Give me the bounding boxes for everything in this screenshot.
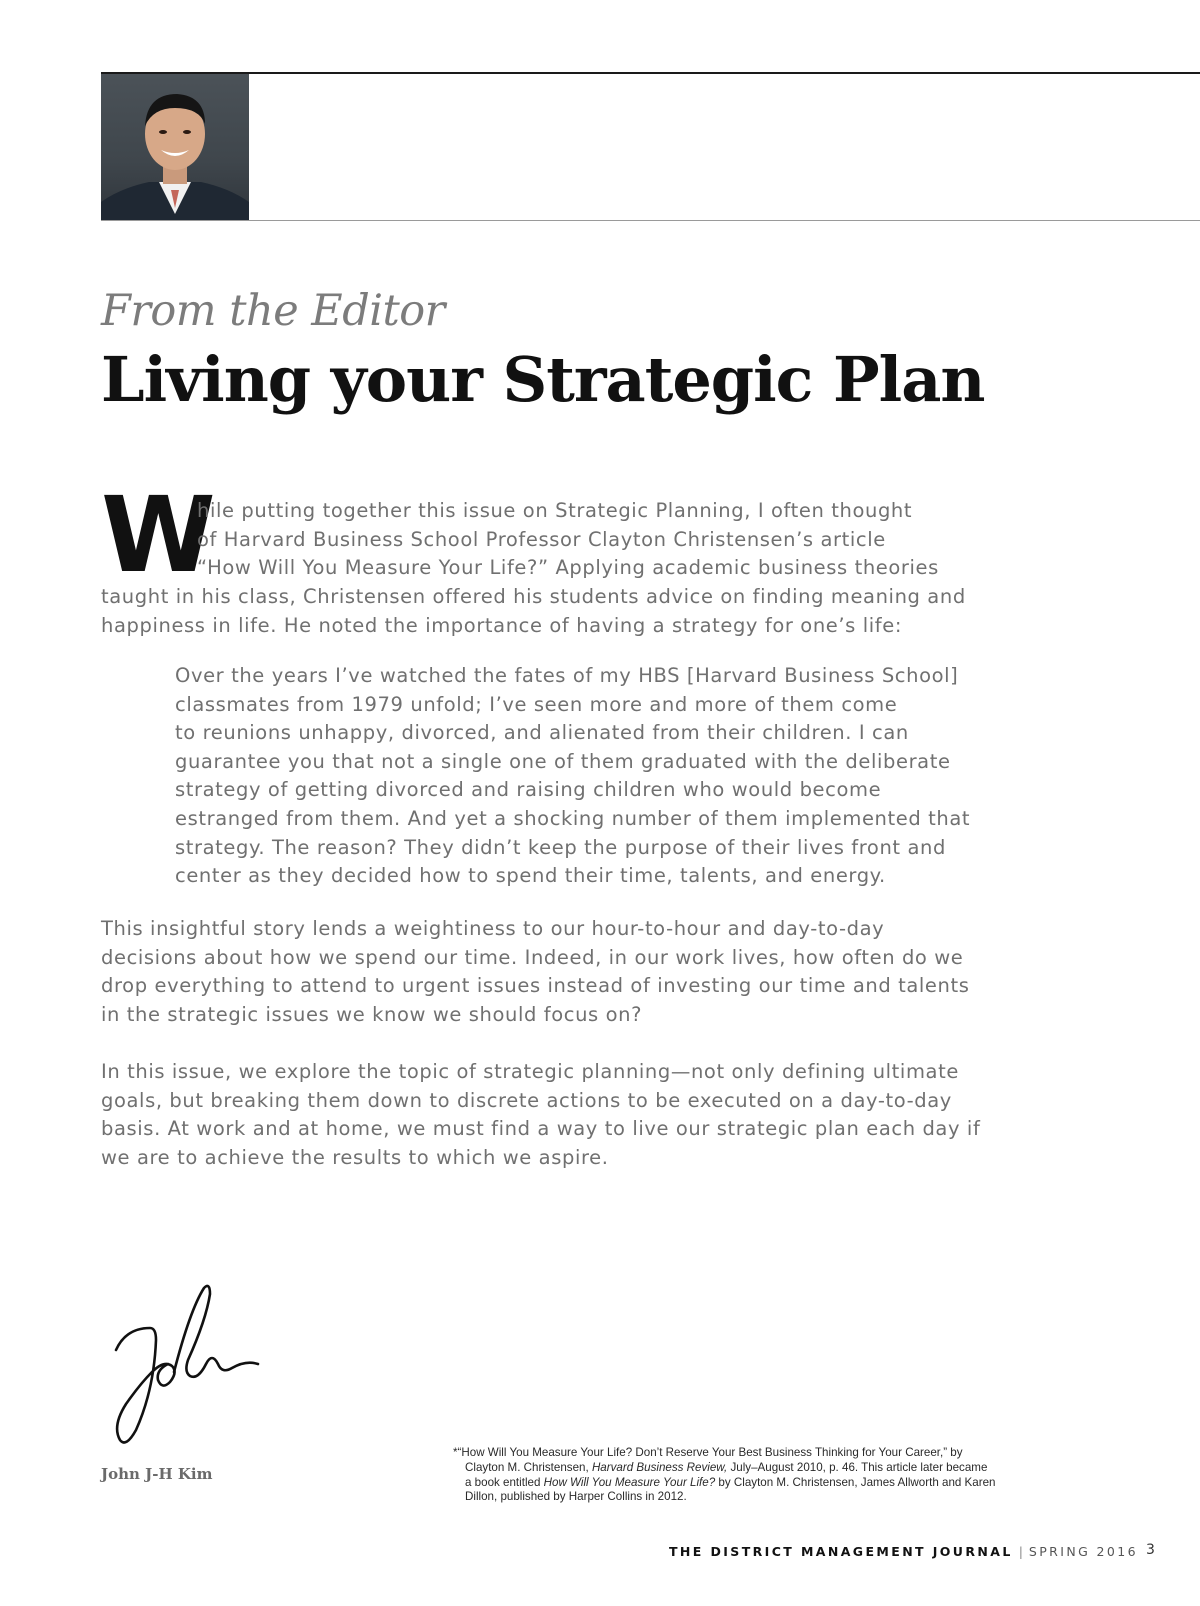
text-line: happiness in life. He noted the importance of having a strategy for one’s life: (101, 613, 902, 637)
text-line: hile putting together this issue on Strategic Planning, I often thought (197, 499, 913, 522)
quote-line: strategy. The reason? They didn’t keep the purpose of their lives front and (175, 835, 946, 859)
footnote-text: July–August 2010, p. 46. This article later became (727, 1460, 988, 1474)
text-line: decisions about how we spend our time. Indeed, in our work lives, how often do we (101, 945, 964, 969)
intro-paragraph-wrapped (197, 497, 939, 583)
quote-line: Over the years I’ve watched the fates of my HBS [Harvard Business School] (175, 664, 959, 687)
block-quote (175, 662, 970, 891)
quote-line: classmates from 1979 unfold; I’ve seen more and more of them come (175, 692, 898, 716)
text-line: basis. At work and at home, we must find a way to live our strategic plan each day if (101, 1117, 981, 1141)
handwritten-signature (106, 1280, 268, 1452)
body-paragraph-2 (101, 915, 970, 1029)
text-line: goals, but breaking them down to discrete actions to be executed on a day-to-day (101, 1088, 952, 1112)
journal-name: THE DISTRICT MANAGEMENT JOURNAL (669, 1544, 1013, 1559)
footnote-text: by Clayton M. Christensen, James Allworth and Karen (715, 1475, 996, 1489)
footnote-text: Clayton M. Christensen, (465, 1460, 592, 1474)
footnote-line: Dillon, published by Harper Collins in 2012. (465, 1490, 687, 1504)
text-line: In this issue, we explore the topic of strategic planning—not only defining ultimate (101, 1060, 959, 1083)
section-kicker: From the Editor (101, 286, 445, 336)
footer-separator: | (1018, 1544, 1023, 1559)
editor-photo (101, 74, 249, 220)
text-line: drop everything to attend to urgent issues instead of investing our time and talents (101, 974, 970, 998)
footnote-line: *“How Will You Measure Your Life? Don’t Reserve Your Best Business Thinking for Your Career,” by (453, 1446, 963, 1459)
page-number: 3 (1146, 1542, 1155, 1558)
editor-portrait-graphic (101, 74, 249, 220)
text-line: This insightful story lends a weightiness to our hour-to-hour and day-to-day (101, 917, 885, 940)
quote-line: center as they decided how to spend their time, talents, and energy. (175, 864, 886, 888)
text-line: we are to achieve the results to which we aspire. (101, 1145, 609, 1169)
article-headline: Living your Strategic Plan (101, 343, 985, 416)
quote-line: estranged from them. And yet a shocking number of them implemented that (175, 806, 971, 830)
drop-cap: W (101, 474, 212, 596)
quote-line: strategy of getting divorced and raising children who would become (175, 778, 882, 802)
signature-graphic (106, 1280, 268, 1452)
quote-line: guarantee you that not a single one of them graduated with the deliberate (175, 749, 951, 773)
footnote-italic: How Will You Measure Your Life? (543, 1475, 716, 1489)
text-line: “How Will You Measure Your Life?” Applying academic business theories (197, 556, 939, 580)
running-footer (669, 1544, 1138, 1562)
footnote-line (453, 1476, 996, 1491)
footnote-text: a book entitled (465, 1475, 544, 1489)
intro-paragraph-full (101, 583, 966, 640)
footnote (453, 1446, 996, 1505)
top-rule (101, 72, 1200, 74)
quote-line: to reunions unhappy, divorced, and alienated from their children. I can (175, 721, 909, 745)
footnote-italic: Harvard Business Review, (591, 1460, 728, 1474)
text-line: in the strategic issues we know we should focus on? (101, 1002, 643, 1026)
signer-name: John J-H Kim (101, 1465, 213, 1483)
text-line: taught in his class, Christensen offered his students advice on finding meaning and (101, 585, 966, 608)
footnote-line (453, 1461, 996, 1476)
body-paragraph-3 (101, 1058, 980, 1172)
text-line: of Harvard Business School Professor Clayton Christensen’s article (197, 527, 886, 551)
issue-label: SPRING 2016 (1028, 1544, 1138, 1559)
header-divider (101, 220, 1200, 221)
